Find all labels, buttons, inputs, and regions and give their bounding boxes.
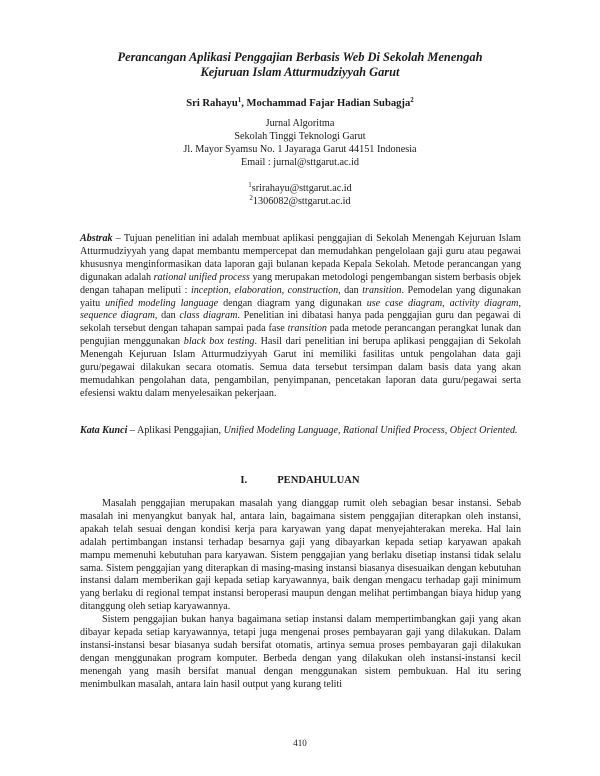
abstract-text: , [281,284,288,296]
keyword-term: Rational Unified Process [343,425,445,436]
abstract-term: black box testing [183,336,255,348]
title-line-1: Perancangan Aplikasi Penggajian Berbasis Web Di Sekolah Menengah [117,50,483,64]
abstract-text: , dan [338,284,363,296]
abstract-text: – Tujuan penelitian ini adalah membuat aplikasi penggajian di Sekolah Menengah Kejuruan Islam Atturmudziyyah yang dapat membantu mempercepat dan memudahkan pengelolaan gaji guru atau pegawai khususnya menginformasikan data laporan gaji bulanan kepada Kepala Sekolah. Metode perancangan yang digunakan adalah [80,233,521,283]
abstract-text: . Hasil dari penelitian ini berupa aplikasi penggajian di Sekolah Menengah Kejuruan Islam Atturmudziyyah Garut ini memiliki fasilitas untuk pengolahan data gaji guru/pegawai dilakukan secara otomatis. Semua data tersebut tersimpan dalam basis data yang akan memudahkan pengolahan data, pengambilan, penyimpanan, pencetakan laporan data guru/pegawai serta efesiensi waktu dalam menyelesaikan pekerjaan. [80,336,521,399]
abstract-term: inception [190,284,229,296]
keywords-text: , [337,425,344,436]
affiliation-address: Jl. Mayor Syamsu No. 1 Jayaraga Garut 44151 Indonesia [183,144,417,155]
keywords-text: , [444,425,450,436]
keyword-term: Object Oriented. [449,425,518,436]
abstract-text: pada metode perancangan perangkat lunak dan pengujian menggunakan [80,323,521,348]
abstract [80,233,521,401]
keyword-term: Unified Modeling Language [223,425,338,436]
abstract-text: dengan diagram yang digunakan [218,297,367,309]
paper-title [60,50,540,80]
abstract-term: class diagram [179,310,238,322]
author-2: Mochammad Fajar Hadian Subagja [246,98,411,109]
abstract-term: transition [362,284,402,296]
abstract-term: transition [287,323,327,335]
paragraph-1: Masalah penggajian merupakan masalah yang dianggap rumit oleh sebagian besar instansi. Sebab masalah ini menyangkut banyak hal, antara lain, bagaimana sistem penggajian diterapkan oleh instansi, apakah telah sesuai dengan kondisi kerja para karyawan yang dapat menyejahterakan mereka. Hal lain adalah pertimbangan instansi terhadap besarnya gaji yang dibayarkan kepada setiap karyawan apakah mampu memenuhi kebutuhan para karyawan. Sistem penggajian yang berlaku disetiap instansi tidak selalu sama. Sistem penggajian yang diterapkan di masing-masing instansi biasanya disesuaikan dengan kebutuhan instansi dalam memberikan gaji kepada setiap karyawannya, baik dengan mengacu terhadap gaji minimum yang berlaku di regional tempat instansi beroperasi maupun dengan melihat pertimbangan biaya hidup yang ditanggung oleh setiap karyawannya. [80,498,521,613]
section-number: I. [240,475,248,486]
keywords [80,425,521,438]
abstract-term: construction [287,284,339,296]
author-2-marker: 2 [410,96,414,104]
abstract-term: use case diagram [366,297,443,309]
affiliation-institution: Sekolah Tinggi Teknologi Garut [234,131,366,142]
author-1-email: srirahayu@sttgarut.ac.id [251,183,352,194]
abstract-text: yang merupakan metodologi pengembangan sistem berbasis objek dengan tahapan meliputi : [80,271,521,296]
paragraph-2: Sistem penggajian bukan hanya bagaimana setiap instansi dalam mempertimbangkan gaji yang akan dibayar kepada setiap karyawannya, tetapi juga mengenai proses pembayaran gaji yang dilakukan. Dalam instansi-instansi besar biasanya sudah bersifat otomatis, artinya semua proses pembayaran gaji dilakukan dengan menggunakan program komputer. Berbeda dengan yang dilakukan oleh instansi-instansi kecil menengah yang masih bersifat manual dengan menggunakan sistem pembukuan. Hal itu sering menimbulkan masalah, antara lain hasil output yang kurang teliti [80,614,521,690]
abstract-text: , [228,284,235,296]
abstract-term: elaboration [234,284,282,296]
author-2-email-line [60,195,540,208]
author-2-email: 1306082@sttgarut.ac.id [252,196,351,207]
author-separator: , [241,98,247,109]
abstract-text: , dan [154,310,180,322]
author-1-email-line [60,182,540,195]
abstract-text: . Pemodelan yang digunakan yaitu [80,284,521,309]
abstract-text: , [442,297,450,309]
affiliation-block [60,117,540,169]
title-line-2: Kejuruan Islam Atturmudziyyah Garut [200,65,400,79]
email-2-marker: 2 [249,194,253,202]
body-text [80,498,521,692]
keywords-text: – Aplikasi Penggajian, [127,425,224,436]
abstract-term: rational unified process [153,271,250,283]
abstract-term: activity diagram [449,297,519,309]
keywords-label: Kata Kunci [80,425,128,436]
abstract-label: Abstrak [80,233,113,244]
affiliation-email: Email : jurnal@sttgarut.ac.id [240,157,360,168]
author-list [60,97,540,110]
email-1-marker: 1 [248,181,252,189]
abstract-term: unified modeling language [105,297,219,309]
abstract-text: . Penelitian ini dibatasi hanya pada penggajian guru dan pegawai di sekolah tersebut dengan tahapan sampai pada fase [80,310,521,335]
author-1: Sri Rahayu [186,98,238,109]
section-heading [60,474,540,487]
author-1-marker: 1 [237,96,242,104]
page-number: 410 [293,738,307,748]
abstract-term: sequence diagram [80,310,155,322]
affiliation-journal: Jurnal Algoritma [265,118,335,129]
abstract-text: , [518,297,521,309]
author-emails [60,182,540,208]
section-title: PENDAHULUAN [277,475,360,486]
